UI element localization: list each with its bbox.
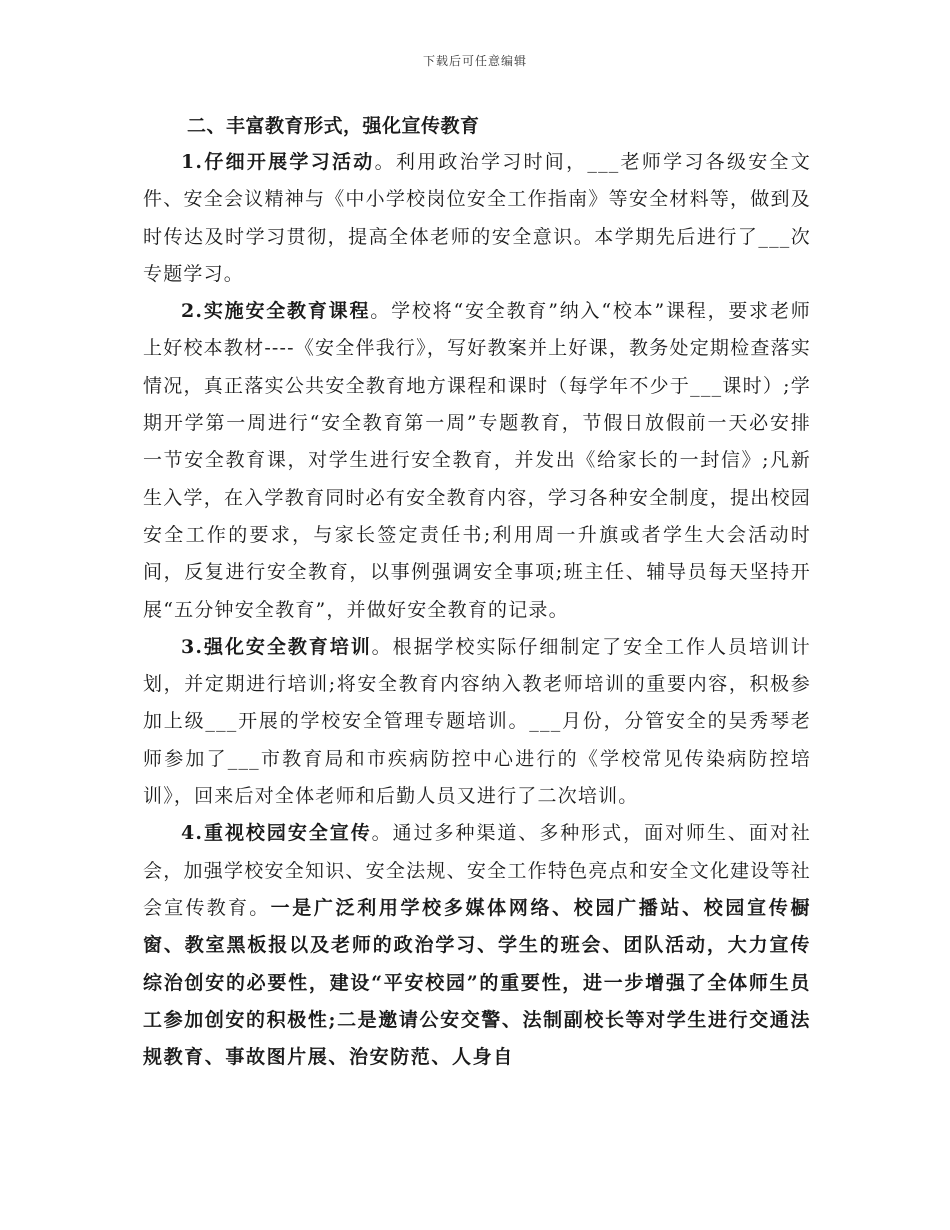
paragraph-1-lead: 1.仔细开展学习活动: [181, 151, 375, 173]
paragraph-3-body: 。根据学校实际仔细制定了安全工作人员培训计划，并定期进行培训;将安全教育内容纳入教老师培训的重要内容，积极参加上级___开展的学校安全管理专题培训。___月份，分管安全的吴秀琴老师参加了___市教育局和市疾病防控中心进行的《学校常见传染病防控培训》，回来后对全体老师和后勤人员又进行了二次培训。: [143, 635, 811, 808]
paragraph-1: [143, 144, 811, 293]
paragraph-4-emphasis: 一是广泛利用学校多媒体网络、校园广播站、校园宣传橱窗、教室黑板报以及老师的政治学习、学生的班会、团队活动，大力宣传综治创安的必要性，建设“平安校园”的重要性，进一步增强了全体师生员工参加创安的积极性;二是邀请公安交警、法制副校长等对学生进行交通法规教育、事故图片展、治安防范、人身自: [143, 896, 811, 1069]
paragraph-1-body: 。利用政治学习时间，___老师学习各级安全文件、安全会议精神与《中小学校岗位安全工作指南》等安全材料等，做到及时传达及时学习贯彻，提高全体老师的安全意识。本学期先后进行了___次专题学习。: [143, 151, 811, 285]
paragraph-4-body: 。通过多种渠道、多种形式，面对师生、面对社会，加强学校安全知识、安全法规、安全工作特色亮点和安全文化建设等社会宣传教育。: [143, 822, 811, 919]
paragraph-4-lead: 4.重视校园安全宣传: [181, 822, 372, 845]
paragraph-2-body: 。学校将“安全教育”纳入“校本”课程，要求老师上好校本教材----《安全伴我行》，写好教案并上好课，教务处定期检查落实情况，真正落实公共安全教育地方课程和课时（每学年不少于___课时）;学期开学第一周进行“安全教育第一周”专题教育，节假日放假前一天必安排一节安全教育课，对学生进行安全教育，并发出《给家长的一封信》;凡新生入学，在入学教育同时必有安全教育内容，学习各种安全制度，提出校园安全工作的要求，与家长签定责任书;利用周一升旗或者学生大会活动时间，反复进行安全教育，以事例强调安全事项;班主任、辅导员每天坚持开展“五分钟安全教育”，并做好安全教育的记录。: [143, 300, 811, 621]
paragraph-2-lead: 2.实施安全教育课程: [181, 300, 371, 323]
section-heading: 二、丰富教育形式，强化宣传教育: [187, 115, 480, 137]
paragraph-3-lead: 3.强化安全教育培训: [181, 635, 372, 658]
paragraph-2: [143, 293, 811, 629]
paragraph-4: [143, 815, 811, 1076]
page-header-note: 下载后可任意编辑: [422, 54, 527, 68]
paragraph-3: [143, 629, 811, 815]
document-body: [143, 108, 811, 1076]
